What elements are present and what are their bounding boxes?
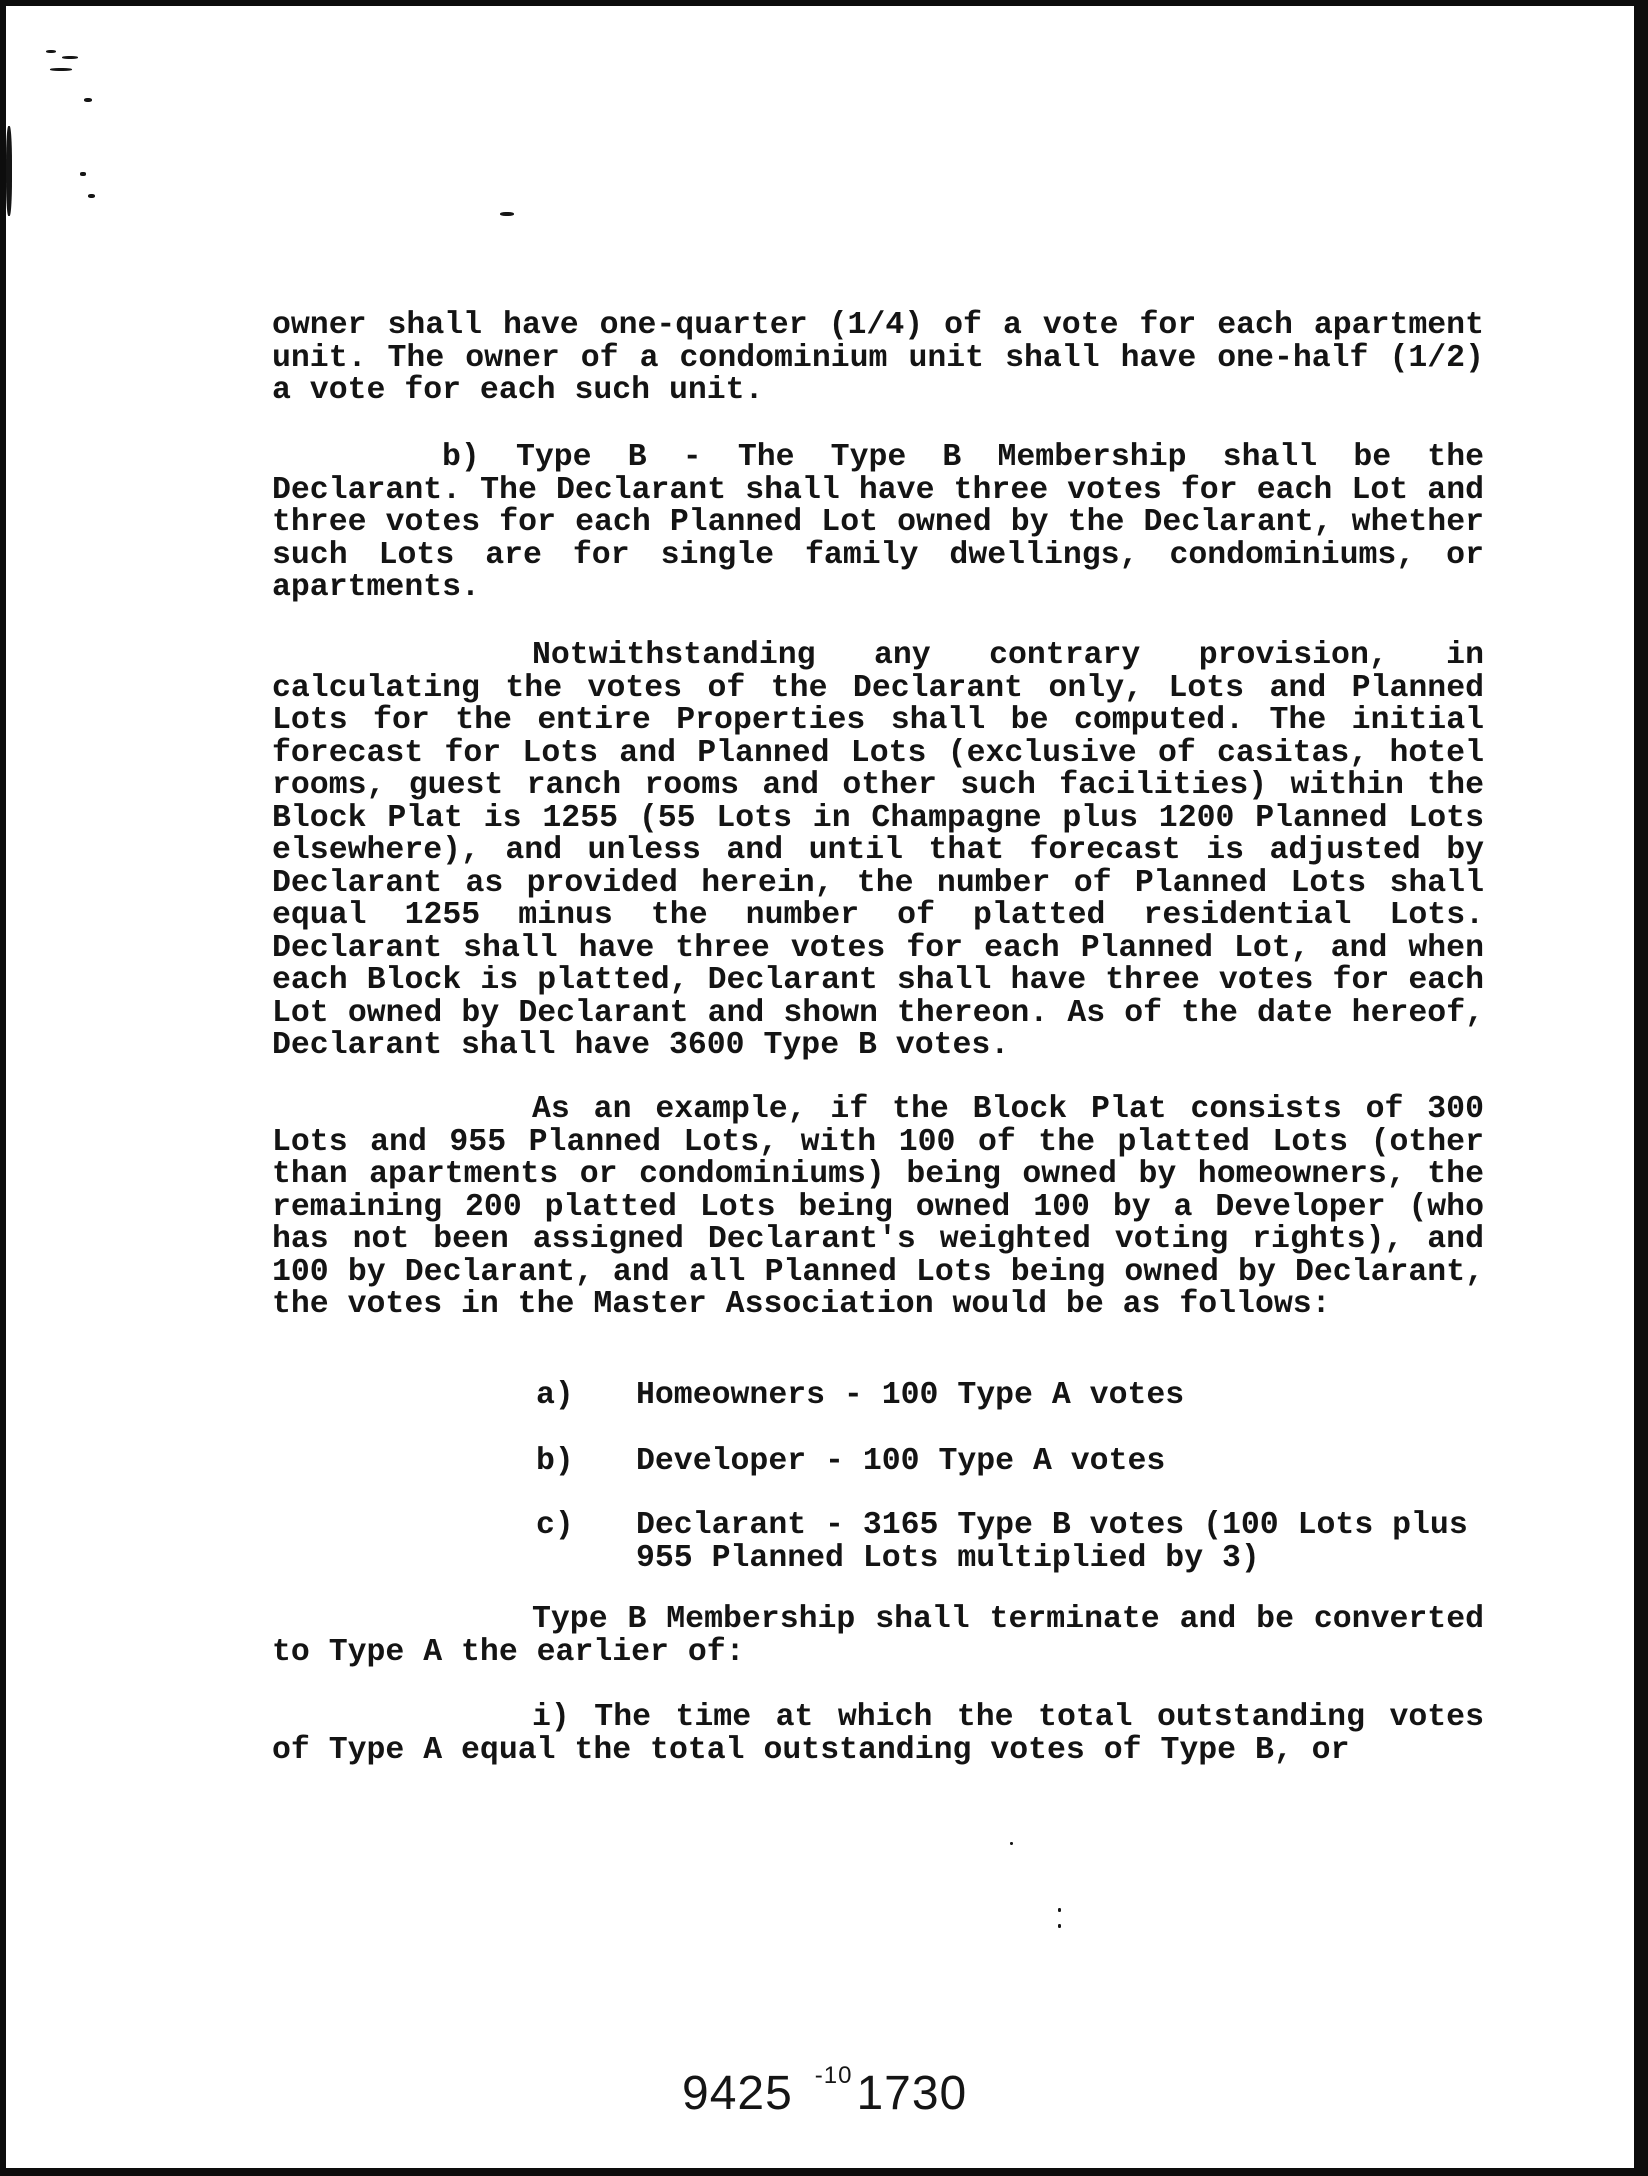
document-number-tail: 1730	[856, 2067, 968, 2120]
scan-speck	[46, 50, 56, 53]
scan-speck	[50, 68, 72, 71]
paragraph-termination-condition-i: i) The time at which the total outstanding votes of Type A equal the total outstanding votes of Type B, or	[272, 1700, 1484, 1768]
scan-speck	[1010, 1842, 1013, 1845]
paragraph-apartment-votes: owner shall have one-quarter (1/4) of a vote for each apartment unit. The owner of a condominium unit shall have one-half (1/2) a vote for each such unit.	[272, 308, 1484, 408]
document-number-main: 9425	[682, 2067, 793, 2120]
paragraph-example: As an example, if the Block Plat consists of 300 Lots and 955 Planned Lots, with 100 of the platted Lots (other than apartments or condominiums) being owned by homeowners, the remaining 200 platted Lots being owned 100 by a Developer (who has not been assigned Declarant's weighted voting rights), and 100 by Declarant, and all Planned Lots being owned by Declarant, the votes in the Master Association would be as follows:	[272, 1092, 1484, 1322]
document-number	[682, 2062, 968, 2121]
scan-speck	[6, 126, 12, 216]
list-item-text: Homeowners - 100 Type A votes	[636, 1378, 1185, 1413]
scan-speck	[88, 194, 95, 198]
paragraph-termination: Type B Membership shall terminate and be converted to Type A the earlier of:	[272, 1602, 1484, 1670]
document-number-superscript: -10	[814, 2062, 853, 2089]
scan-speck	[62, 56, 78, 59]
scan-speck	[80, 172, 86, 176]
paragraph-notwithstanding: Notwithstanding any contrary provision, in calculating the votes of the Declarant only, Lots and Planned Lots for the entire Properties shall be computed. The initial forecast for Lots and Planned Lots (exclusive of casitas, hotel rooms, guest ranch rooms and other such facilities) within the Block Plat is 1255 (55 Lots in Champagne plus 1200 Planned Lots elsewhere), and unless and until that forecast is adjusted by Declarant as provided herein, the number of Planned Lots shall equal 1255 minus the number of platted residential Lots. Declarant shall have three votes for each Planned Lot, and when each Block is platted, Declarant shall have three votes for each Lot owned by Declarant and shown thereon. As of the date hereof, Declarant shall have 3600 Type B votes.	[272, 638, 1484, 1063]
list-item-text: Developer - 100 Type A votes	[636, 1444, 1166, 1479]
scan-speck	[1058, 1924, 1061, 1928]
list-marker: b)	[536, 1444, 574, 1479]
list-item-developer	[536, 1446, 1484, 1479]
list-marker: a)	[536, 1378, 574, 1413]
list-marker: c)	[536, 1508, 574, 1543]
paragraph-type-b-membership: b) Type B - The Type B Membership shall be the Declarant. The Declarant shall have three votes for each Lot and three votes for each Planned Lot owned by the Declarant, whether such Lots are for single family dwellings, condominiums, or apartments.	[272, 440, 1484, 605]
scan-speck	[1058, 1908, 1061, 1912]
document-page	[6, 6, 1634, 2168]
list-item-declarant	[536, 1510, 1484, 1575]
list-item-homeowners	[536, 1380, 1484, 1413]
list-item-text: Declarant - 3165 Type B votes (100 Lots plus 955 Planned Lots multiplied by 3)	[636, 1508, 1468, 1576]
scan-speck	[500, 212, 514, 216]
scan-speck	[84, 98, 92, 102]
